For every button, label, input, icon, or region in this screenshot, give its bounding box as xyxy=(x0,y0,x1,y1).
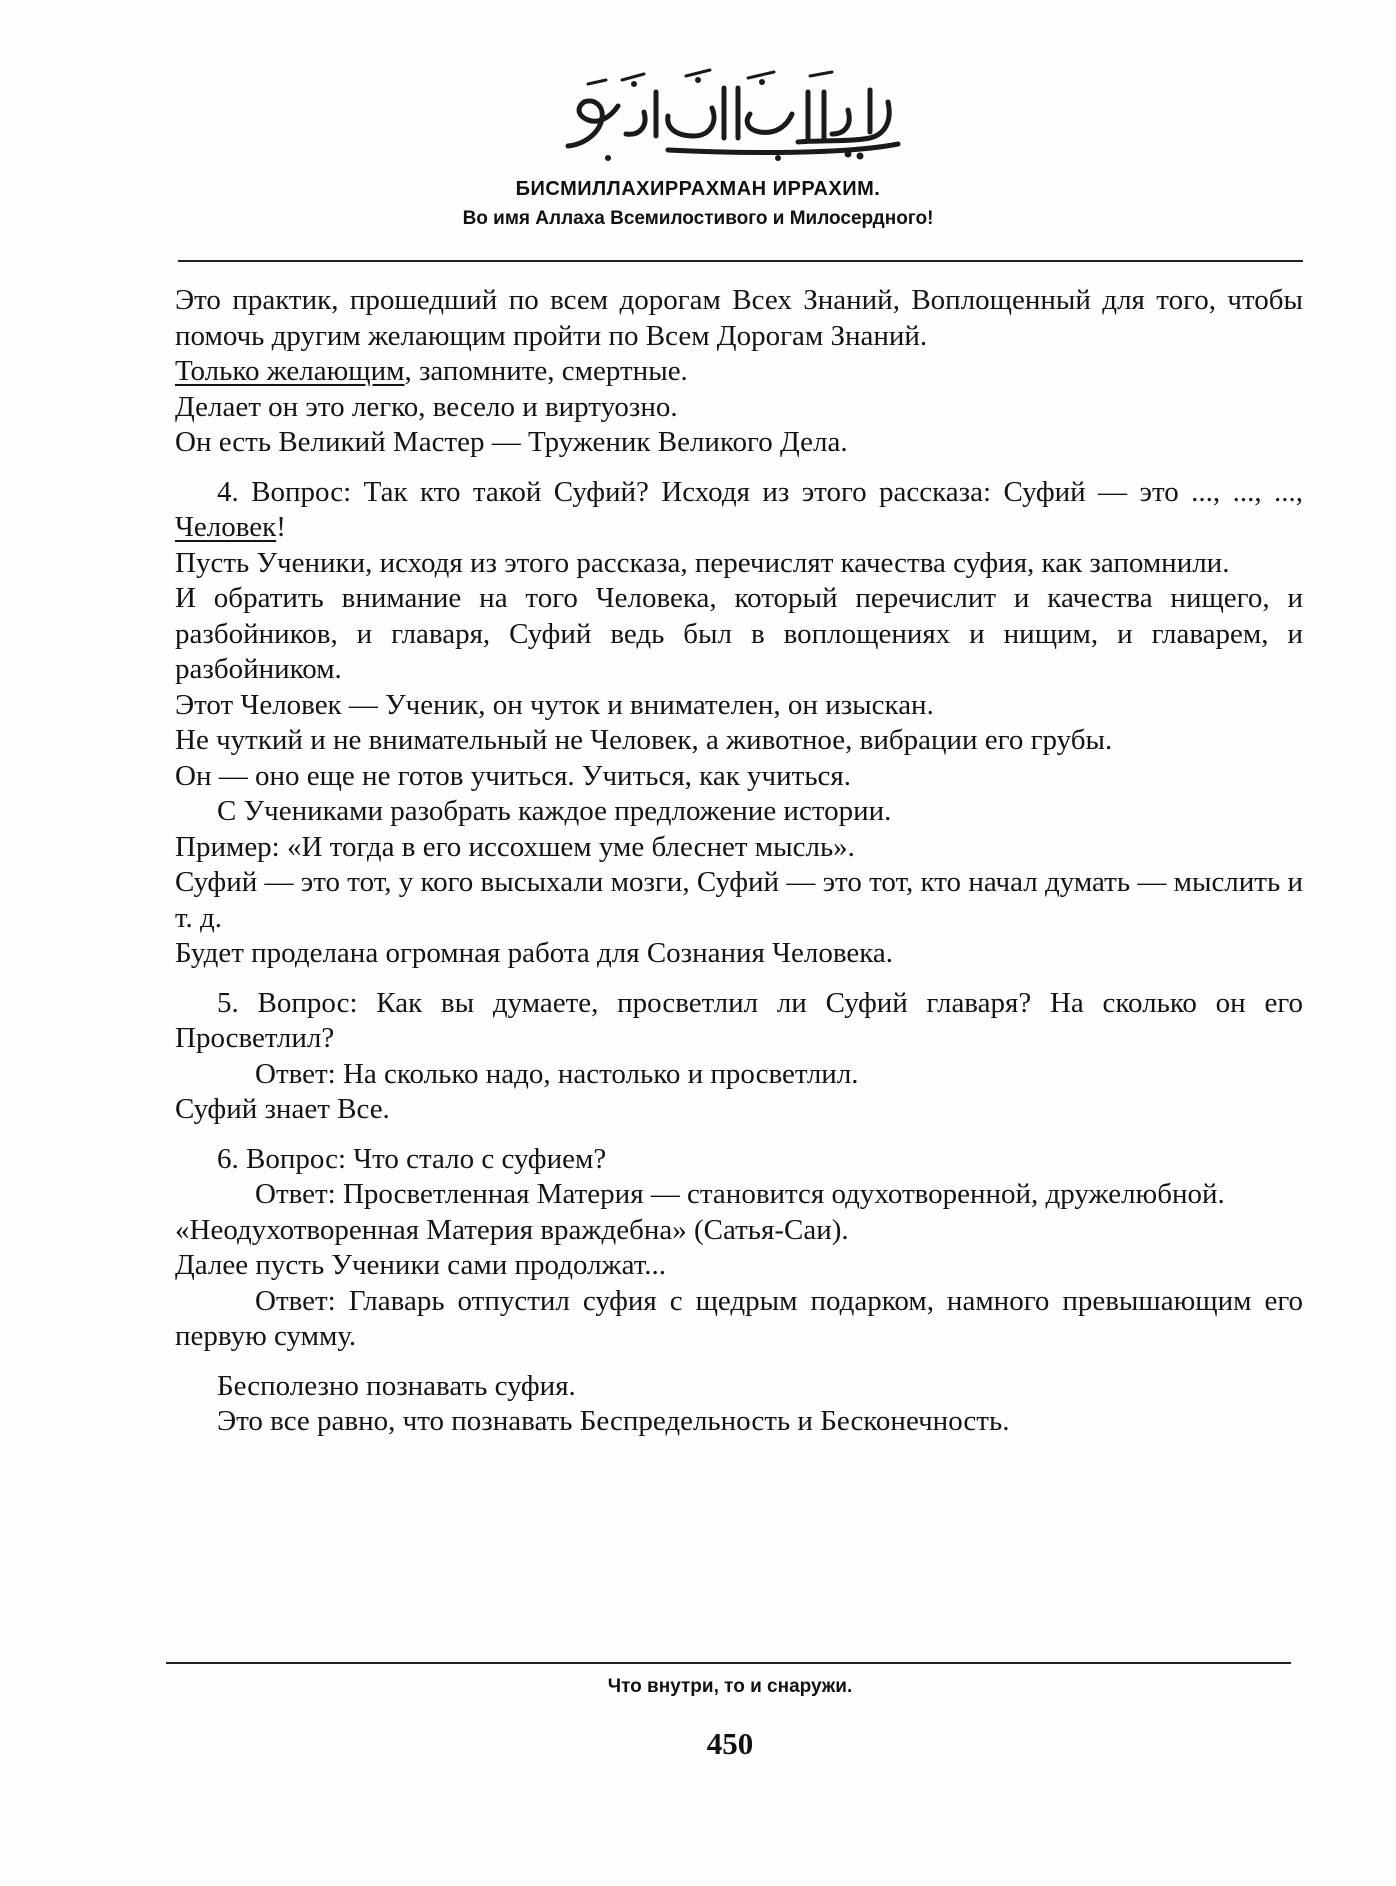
question-4 xyxy=(175,475,1303,546)
header-divider xyxy=(178,260,1303,262)
answer-6b: Ответ: Главарь отпустил суфия с щедрым подарком, намного превышающим его первую сумму. xyxy=(175,1284,1303,1352)
paragraph: «Неодухотворенная Материя враждебна» (Сатья-Саи). xyxy=(175,1213,849,1246)
question-6: 6. Вопрос: Что стало с суфием? xyxy=(217,1142,607,1175)
paragraph: Делает он это легко, весело и виртуозно. xyxy=(175,390,678,423)
footer-motto: Что внутри, то и снаружи. xyxy=(607,1676,853,1697)
question-text: 4. Вопрос: Так кто такой Суфий? Исходя из этого рассказа: Суфий — это ..., ..., ..., xyxy=(217,475,1303,508)
bismillah-calligraphy-icon xyxy=(548,62,908,172)
paragraph xyxy=(175,354,1303,390)
footer-divider xyxy=(166,1662,1291,1664)
page-number: 450 xyxy=(706,1726,754,1761)
paragraph: Суфий — это тот, у кого высыхали мозги, Суфий — это тот, кто начал думать — мыслить и т. д. xyxy=(175,866,1303,934)
paragraph: Он — оно еще не готов учиться. Учиться, как учиться. xyxy=(175,759,852,792)
paragraph: Это все равно, что познавать Беспредельность и Бесконечность. xyxy=(217,1405,1010,1437)
header-subtitle: Во имя Аллаха Всемилостивого и Милосердного! xyxy=(462,208,934,229)
paragraph: Он есть Великий Мастер — Труженик Великого Дела. xyxy=(175,426,848,458)
paragraph: Это практик, прошедший по всем дорогам Всех Знаний, Воплощенный для того, чтобы помочь другим желающим пройти по Всем Дорогам Знаний. xyxy=(175,284,1303,352)
paragraph: Пусть Ученики, исходя из этого рассказа, перечислят качества суфия, как запомнили. xyxy=(175,546,1230,579)
paragraph: Суфий знает Все. xyxy=(175,1093,390,1125)
underlined-text: Только желающим xyxy=(175,355,405,387)
header-title: БИСМИЛЛАХИРРАХМАН ИРРАХИМ. xyxy=(515,178,881,200)
paragraph: Бесполезно познавать суфия. xyxy=(217,1369,576,1402)
question-text-end: ! xyxy=(276,511,286,543)
paragraph: Этот Человек — Ученик, он чуток и внимателен, он изыскан. xyxy=(175,688,934,721)
paragraph-text: , запомните, смертные. xyxy=(404,355,688,387)
paragraph: И обратить внимание на того Человека, который перечислит и качества нищего, и разбойников, и главаря, Суфий ведь был в воплощениях и нищим, и главарем, и разбойником. xyxy=(175,582,1303,685)
paragraph: Будет проделана огромная работа для Сознания Человека. xyxy=(175,937,894,969)
paragraph: С Учениками разобрать каждое предложение истории. xyxy=(217,795,892,827)
answer-6: Ответ: Просветленная Материя — становится одухотворенной, дружелюбной. xyxy=(255,1178,1225,1210)
underlined-text: Человек xyxy=(175,511,277,543)
paragraph: Не чуткий и не внимательный не Человек, а животное, вибрации его грубы. xyxy=(175,724,1113,756)
paragraph: Пример: «И тогда в его иссохшем уме блеснет мысль». xyxy=(175,830,855,863)
paragraph: Далее пусть Ученики сами продолжат... xyxy=(175,1249,666,1281)
answer-5: Ответ: На сколько надо, настолько и просветлил. xyxy=(255,1057,859,1090)
page-body xyxy=(175,283,1303,1440)
question-5: 5. Вопрос: Как вы думаете, просветлил ли Суфий главаря? На сколько он его Просветлил? xyxy=(175,986,1303,1054)
